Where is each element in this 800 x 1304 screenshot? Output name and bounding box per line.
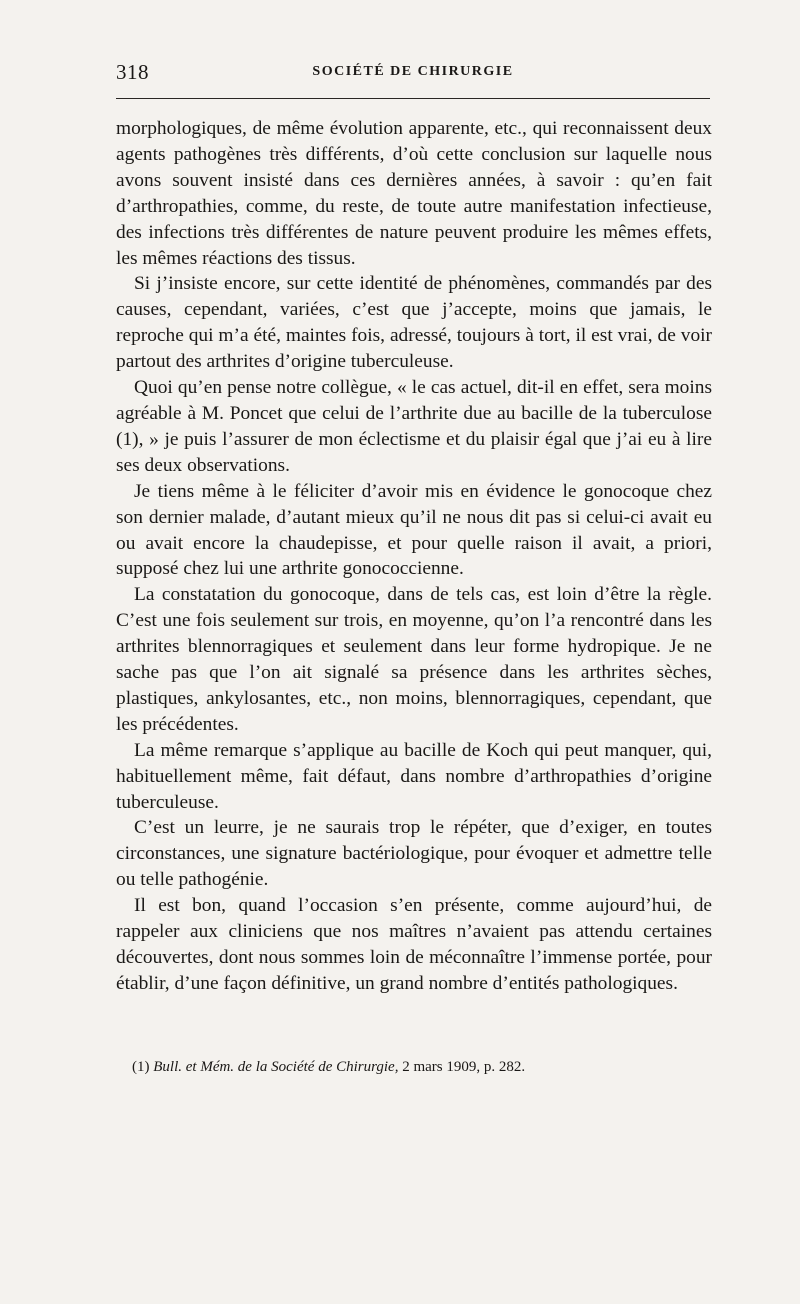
footnote-details: 2 mars 1909, p. 282. (402, 1059, 526, 1075)
paragraph: Je tiens même à le féliciter d’avoir mis en évidence le gonocoque chez son dernier malade, d’autant mieux qu’il ne nous dit pas si celui-ci avait eu ou avait encore la chaudepisse, et pour quelle raison il avait, a priori, supposé chez lui une arthrite gonococcienne. (116, 480, 712, 580)
footnote (132, 1057, 692, 1077)
paragraph: Quoi qu’en pense notre collègue, « le cas actuel, dit-il en effet, sera moins agréable à M. Poncet que celui de l’arthrite due au bacille de la tuberculose (1), » je puis l’assurer de mon éclectisme et du plaisir égal que j’ai eu à lire ses deux observations. (116, 377, 712, 476)
body-text (116, 116, 712, 997)
header-rule (116, 98, 710, 99)
paragraph: Si j’insiste encore, sur cette identité de phénomènes, commandés par des causes, cependant, variées, c’est que j’accepte, moins que jamais, le reproche qui m’a été, maintes fois, adressé, toujours à tort, il est vrai, de voir partout des arthrites d’origine tuberculeuse. (116, 273, 712, 373)
paragraph: Il est bon, quand l’occasion s’en présente, comme aujourd’hui, de rappeler aux cliniciens que nos maîtres n’avaient pas attendu certaines découvertes, dont nous sommes loin de méconnaître l’immense portée, pour établir, d’une façon définitive, un grand nombre d’entités pathologiques. (116, 895, 712, 994)
page-header (116, 58, 710, 88)
footnote-source: Bull. et Mém. de la Société de Chirurgie, (153, 1059, 399, 1075)
paragraph: morphologiques, de même évolution apparente, etc., qui reconnaissent deux agents pathogènes très différents, d’où cette conclusion sur laquelle nous avons souvent insisté dans ces dernières années, à savoir : qu’en fait d’arthropathies, comme, du reste, de toute autre manifestation infectieuse, des infections très différentes de nature peuvent produire les mêmes effets, les mêmes réactions des tissus. (116, 118, 712, 269)
paragraph: La constatation du gonocoque, dans de tels cas, est loin d’être la règle. C’est une fois seulement sur trois, en moyenne, qu’on l’a rencontré dans les arthrites blennorragiques et seulement dans leur forme hydropique. Je ne sache pas que l’on ait signalé sa présence dans les arthrites sèches, plastiques, ankylosantes, etc., non moins, blennorragiques, cependant, que les précédentes. (116, 584, 712, 735)
paragraph: C’est un leurre, je ne saurais trop le répéter, que d’exiger, en toutes circonstances, une signature bactériologique, pour évoquer et admettre telle ou telle pathogénie. (116, 817, 712, 891)
footnote-marker: (1) (132, 1059, 150, 1075)
paragraph: La même remarque s’applique au bacille de Koch qui peut manquer, qui, habituellement même, fait défaut, dans nombre d’arthropathies d’origine tuberculeuse. (116, 739, 712, 813)
running-title: SOCIÉTÉ DE CHIRURGIE (312, 64, 514, 79)
page-number: 318 (116, 60, 149, 84)
